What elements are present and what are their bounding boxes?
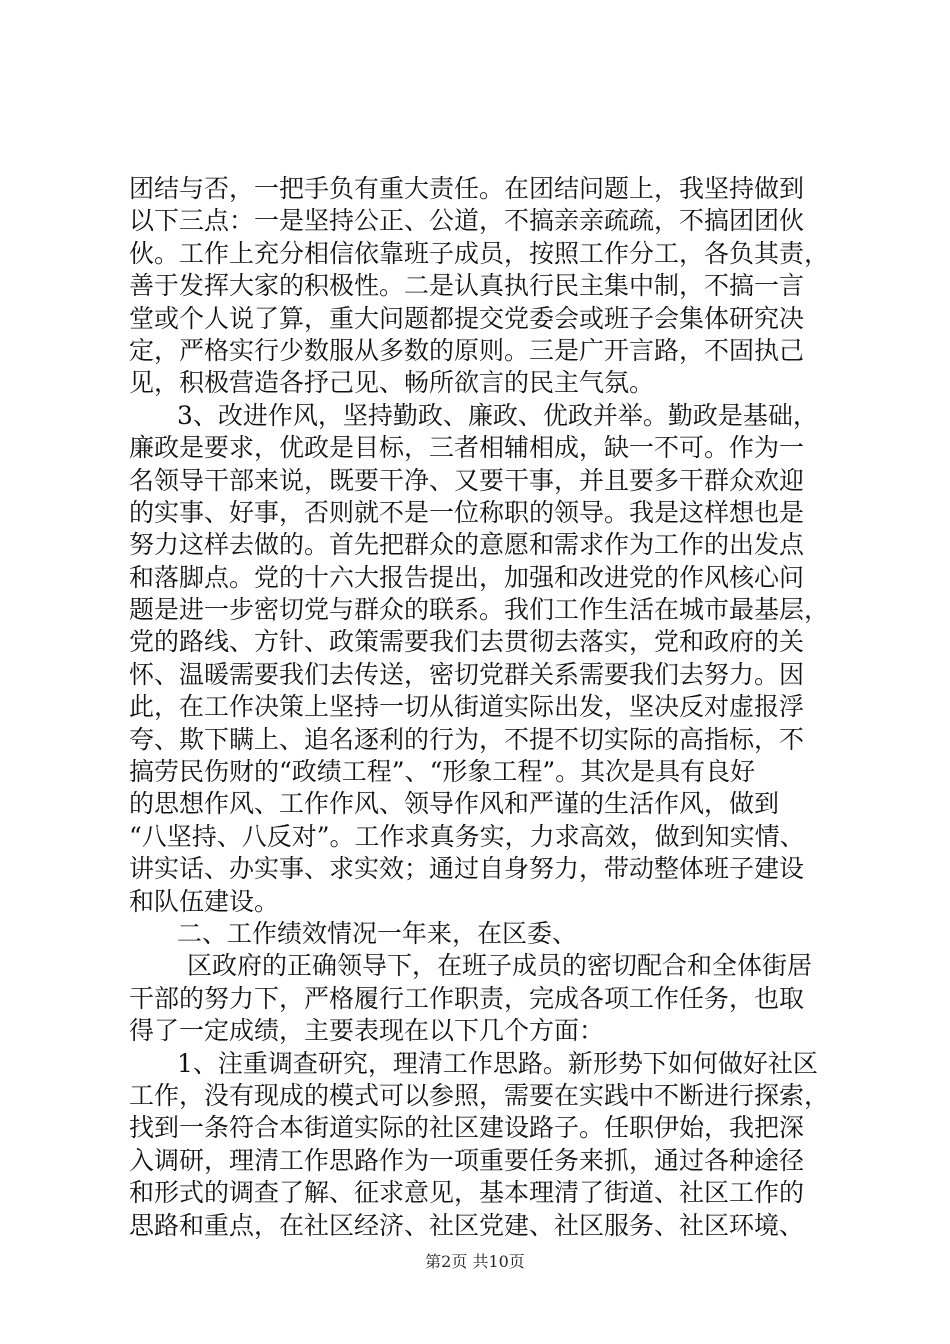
text-line: 得了一定成绩，主要表现在以下几个方面： (129, 1016, 605, 1046)
text-line: 堂或个人说了算，重大问题都提交党委会或班子会集体研究决 (129, 303, 805, 333)
paragraph-start-line: 3、改进作风，坚持勤政、廉政、优政并举。勤政是基础， (177, 400, 818, 430)
text-line: 工作，没有现成的模式可以参照，需要在实践中不断进行探索， (129, 1080, 830, 1110)
text-line: 名领导干部来说，既要干净、又要干事，并且要多干群众欢迎 (129, 465, 805, 495)
text-line: 夸、欺下瞒上、追名逐利的行为，不提不切实际的高指标，不 (129, 724, 805, 754)
text-line: 伙。工作上充分相信依靠班子成员，按照工作分工，各负其责， (129, 238, 830, 268)
page-number-footer: 第2页 共10页 (425, 1252, 525, 1271)
section-heading-line: 二、工作绩效情况一年来，在区委、 (177, 918, 578, 948)
text-line: 善于发挥大家的积极性。二是认真执行民主集中制，不搞一言 (129, 271, 805, 301)
text-line: 团结与否，一把手负有重大责任。在团结问题上，我坚持做到 (129, 174, 805, 203)
text-line: 讲实话、办实事、求实效；通过自身努力，带动整体班子建设 (129, 854, 805, 884)
text-line: “八坚持、八反对”。工作求真务实，力求高效，做到知实情、 (129, 821, 805, 851)
text-line: 的实事、好事，否则就不是一位称职的领导。我是这样想也是 (129, 497, 805, 527)
text-line: 见，积极营造各抒己见、畅所欲言的民主气氛。 (129, 368, 655, 398)
text-line: 找到一条符合本街道实际的社区建设路子。任职伊始，我把深 (129, 1113, 805, 1143)
text-line: 此，在工作决策上坚持一切从街道实际出发，坚决反对虚报浮 (129, 692, 805, 722)
text-line: 和队伍建设。 (129, 886, 280, 916)
text-line: 定，严格实行少数服从多数的原则。三是广开言路，不固执己 (129, 335, 805, 365)
text-line: 搞劳民伤财的“政绩工程”、“形象工程”。其次是具有良好 (129, 757, 756, 787)
text-line: 廉政是要求，优政是目标，三者相辅相成，缺一不可。作为一 (129, 433, 805, 463)
text-line: 努力这样去做的。首先把群众的意愿和需求作为工作的出发点 (129, 530, 805, 560)
text-line: 党的路线、方针、政策需要我们去贯彻去落实，党和政府的关 (129, 627, 805, 657)
text-line: 干部的努力下，严格履行工作职责，完成各项工作任务，也取 (129, 983, 805, 1013)
paragraph-start-line: 区政府的正确领导下，在班子成员的密切配合和全体街居 (187, 951, 813, 981)
text-line: 和落脚点。党的十六大报告提出，加强和改进党的作风核心问 (129, 562, 805, 592)
text-line: 入调研，理清工作思路作为一项重要任务来抓，通过各种途径 (129, 1145, 805, 1175)
text-line: 怀、温暖需要我们去传送，密切党群关系需要我们去努力。因 (129, 659, 805, 689)
text-line: 和形式的调查了解、征求意见，基本理清了街道、社区工作的 (129, 1178, 805, 1208)
text-line: 的思想作风、工作作风、领导作风和严谨的生活作风，做到 (129, 789, 780, 819)
body-text (129, 173, 829, 1242)
text-line: 题是进一步密切党与群众的联系。我们工作生活在城市最基层， (129, 595, 830, 625)
text-line: 思路和重点，在社区经济、社区党建、社区服务、社区环境、 (129, 1210, 805, 1240)
text-line: 以下三点：一是坚持公正、公道，不搞亲亲疏疏，不搞团团伙 (129, 206, 805, 236)
paragraph-start-line: 1、注重调查研究，理清工作思路。新形势下如何做好社区 (177, 1048, 818, 1078)
